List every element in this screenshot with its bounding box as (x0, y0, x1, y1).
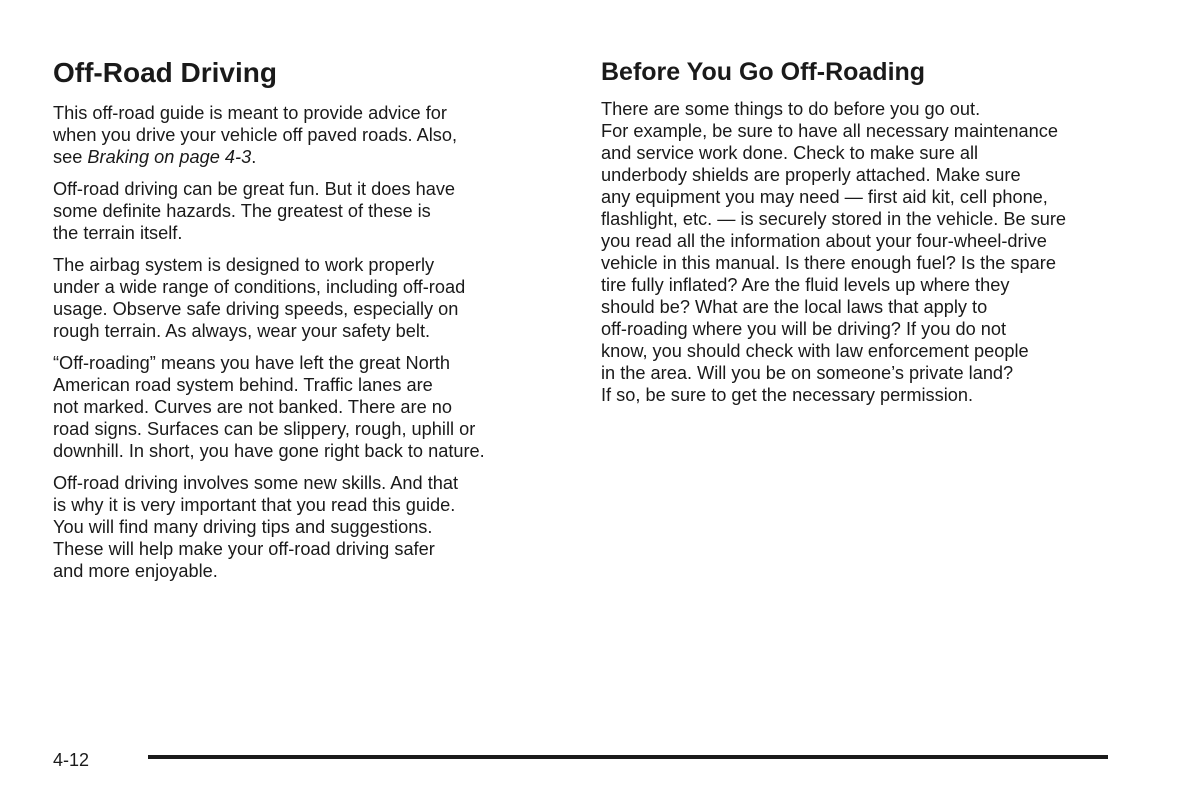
cross-reference-braking: Braking on page 4-3 (87, 147, 252, 167)
paragraph-hazards: Off-road driving can be great fun. But it does have some definite hazards. The greatest of these is the terrain itself. (53, 179, 456, 243)
paragraph-intro-text: This off-road guide is meant to provide advice for when you drive your vehicle off paved roads. Also, see (53, 103, 458, 167)
right-column (601, 56, 1141, 406)
paragraph-new-skills: Off-road driving involves some new skills. And that is why it is very important that you read this guide. You will find many driving tips and suggestions. These will help make your off-road driving safer and more enjoyable. (53, 473, 459, 581)
left-column (53, 56, 543, 592)
footer-rule (148, 755, 1108, 759)
page-number: 4-12 (53, 750, 90, 770)
section-heading-before-you-go: Before You Go Off-Roading (601, 58, 926, 86)
paragraph-airbag: The airbag system is designed to work properly under a wide range of conditions, including off-road usage. Observe safe driving speeds, especially on rough terrain. As always, wear your safety belt. (53, 255, 466, 341)
paragraph-off-roading-meaning: “Off-roading” means you have left the great North American road system behind. Traffic lanes are not marked. Curves are not banked. There are no road signs. Surfaces can be slippery, rough, uphill or downhill. In short, you have gone right back to nature. (53, 353, 485, 461)
paragraph-before-you-go: There are some things to do before you go out. For example, be sure to have all necessary maintenance and service work done. Check to make sure all underbody shields are properly attached. Make sure any equipment you may need — first aid kit, cell phone, flashlight, etc. — is securely stored in the vehicle. Be sure you read all the information about your four-wheel-drive vehicle in this manual. Is there enough fuel? Is the spare tire fully inflated? Are the fluid levels up where they should be? What are the local laws that apply to off-roading where you will be driving? If you do not know, you should check with law enforcement people in the area. Will you be on someone’s private land? If so, be sure to get the necessary permission. (601, 99, 1067, 405)
section-heading-off-road-driving: Off-Road Driving (53, 57, 277, 88)
paragraph-intro-end: . (251, 147, 257, 167)
paragraph-intro (53, 102, 543, 168)
